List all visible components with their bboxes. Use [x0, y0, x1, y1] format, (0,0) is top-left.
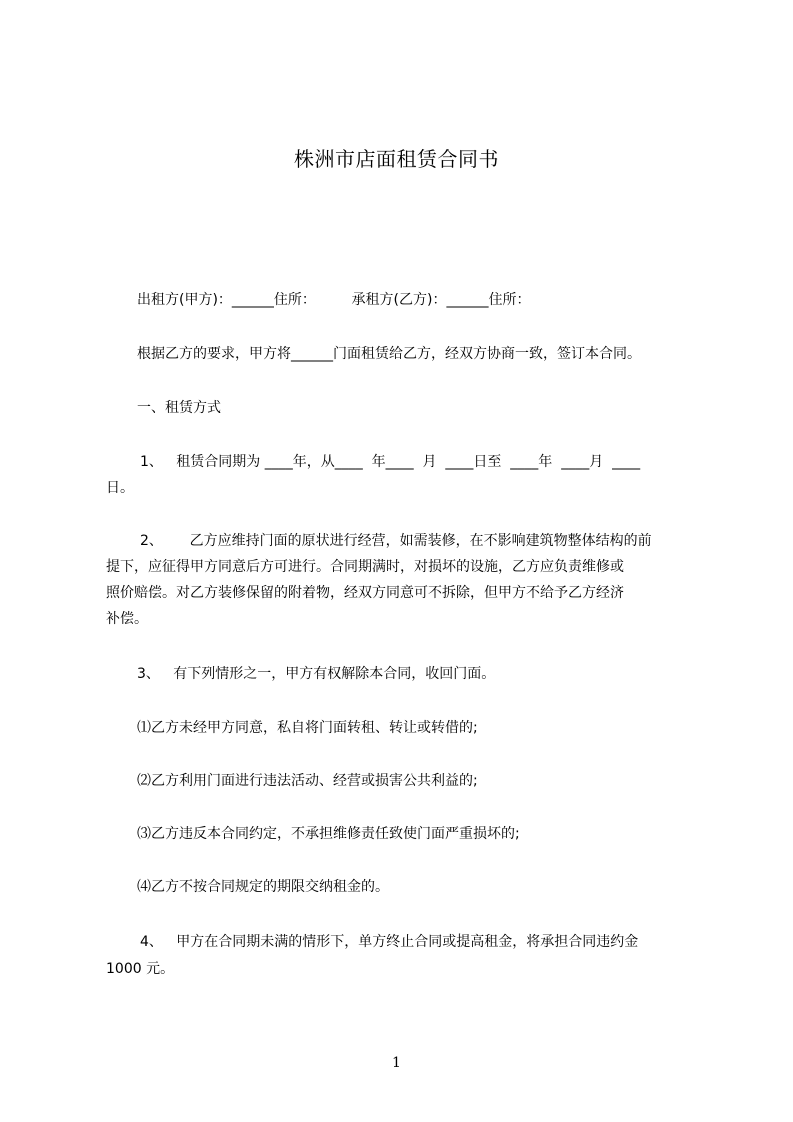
page-number: 1: [392, 1055, 401, 1071]
clause-2-line-4: 补偿。: [106, 611, 148, 627]
parties-line: 出租方(甲方)：______住所： 承租方(乙方)：______住所：: [137, 292, 531, 308]
clause-2-line-3: 照价赔偿。对乙方装修保留的附着物，经双方同意可不拆除，但甲方不给予乙方经济: [106, 585, 624, 601]
clause-1-line-1: 1、 租赁合同期为 ____年，从____ 年____ 月 ____日至 ____年 ____月 ____: [140, 454, 641, 470]
clause-4-line-2: 1000 元。: [106, 961, 175, 977]
sub-item-2: ⑵乙方利用门面进行违法活动、经营或损害公共利益的;: [137, 773, 478, 789]
clause-2-line-1: 2、 乙方应维持门面的原状进行经营，如需装修，在不影响建筑物整体结构的前: [140, 533, 652, 549]
intro-paragraph: 根据乙方的要求，甲方将______门面租赁给乙方，经双方协商一致，签订本合同。: [137, 346, 641, 362]
clause-2-line-2: 提下，应征得甲方同意后方可进行。合同期满时，对损坏的设施，乙方应负责维修或: [106, 559, 624, 575]
sub-item-3: ⑶乙方违反本合同约定，不承担维修责任致使门面严重损坏的;: [137, 826, 520, 842]
clause-3: 3、 有下列情形之一，甲方有权解除本合同，收回门面。: [137, 666, 496, 682]
clause-1-line-2: 日。: [106, 480, 134, 496]
clause-4-line-1: 4、 甲方在合同期未满的情形下，单方终止合同或提高租金，将承担合同违约金: [140, 934, 639, 950]
sub-item-4: ⑷乙方不按合同规定的期限交纳租金的。: [137, 879, 389, 895]
section-heading-lease-method: 一、租赁方式: [137, 400, 221, 416]
sub-item-1: ⑴乙方未经甲方同意，私自将门面转租、转让或转借的;: [137, 720, 478, 736]
document-title: 株洲市店面租赁合同书: [294, 147, 499, 171]
